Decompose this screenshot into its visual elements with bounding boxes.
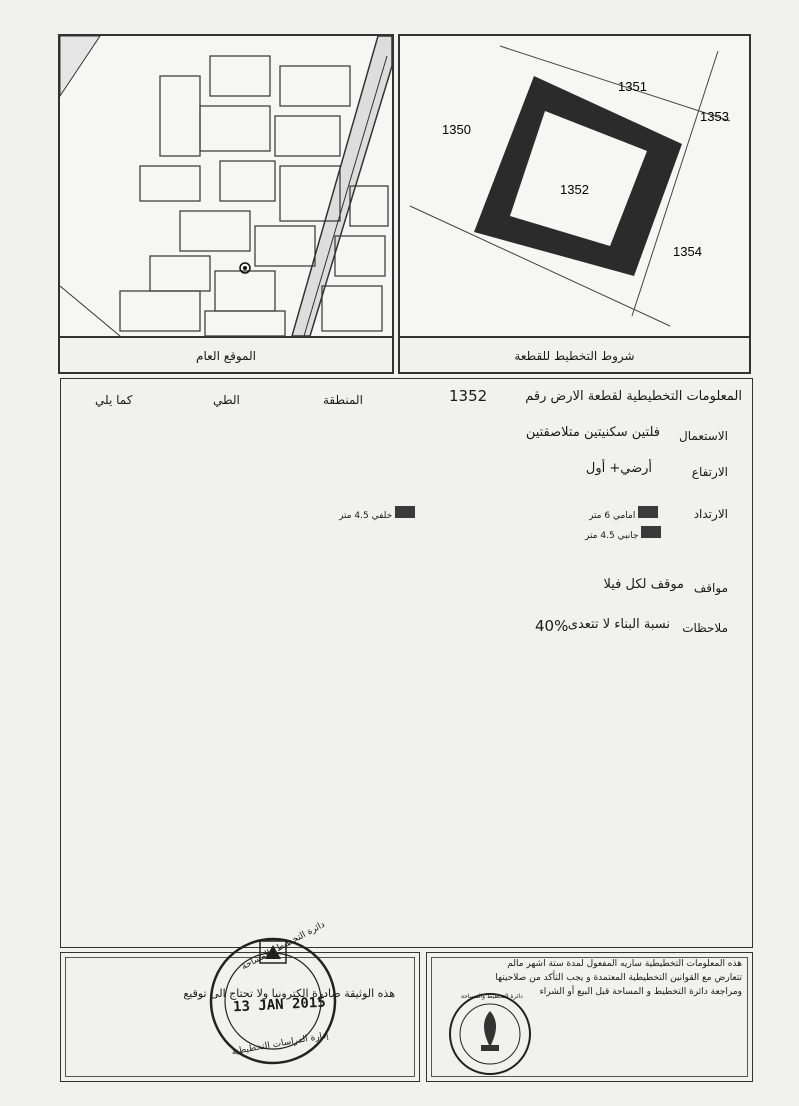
plot-number: 1352: [449, 387, 488, 405]
setback-front: امامي 6 متر: [589, 506, 658, 521]
stamp-bottom-text: إدارة الدراسات التخطيطية: [230, 1030, 330, 1058]
height-value: أرضي+ أول: [585, 461, 652, 476]
plot-plan-drawing: [400, 36, 749, 336]
stamp-top-text: دائرة التخطيط والمساحة: [240, 919, 327, 973]
notes-label: ملاحظات: [682, 621, 728, 635]
notes-value: نسبة البناء لا تتعدى: [567, 617, 670, 632]
notes-percent: 40%: [535, 617, 569, 635]
electronic-note: هذه الوثيقة صادرة الكترونيا ولا تحتاج الى توقيع: [183, 987, 395, 1000]
side-swatch: [641, 526, 661, 538]
setback-side: جانبي 4.5 متر: [585, 526, 661, 541]
parking-value: موقف لكل فيلا: [603, 577, 684, 592]
validity-line-3: ومراجعة دائرة التخطيط و المساحة قبل البيع أو الشراء: [539, 987, 742, 997]
electronic-note-box: [60, 919, 420, 1082]
validity-line-1: هذه المعلومات التخطيطية ساريه المفعول لمدة ستة اشهر مالم: [507, 959, 742, 969]
rear-swatch: [395, 506, 415, 518]
plot-label-1353: 1353: [700, 109, 729, 124]
height-label: الارتفاع: [691, 465, 728, 479]
plot-label-1351: 1351: [618, 79, 647, 94]
setback-rear: خلفي 4.5 متر: [339, 506, 415, 521]
plot-plan-panel: [398, 34, 751, 374]
area-value: الطي: [213, 393, 240, 407]
parking-label: مواقف: [693, 581, 728, 595]
validity-line-2: تتعارض مع القوانين التخطيطية المعتمدة و يجب التأكد من صلاحيتها: [495, 973, 742, 983]
use-value: فلتين سكنيتين متلاصقتين: [525, 425, 660, 440]
seal-text: دائرة التخطيط والمساحة: [461, 993, 523, 1000]
plot-label-1350: 1350: [442, 122, 471, 137]
front-swatch: [638, 506, 658, 518]
location-map-panel: [58, 34, 394, 374]
use-label: الاستعمال: [679, 429, 728, 443]
info-title: المعلومات التخطيطية لقطعة الارض رقم: [525, 389, 742, 404]
area-label: المنطقة: [323, 393, 363, 407]
stamp-date: 13 JAN 2015: [232, 994, 327, 1016]
validity-note-box: [426, 952, 753, 1082]
setback-label: الارتداد: [693, 507, 728, 521]
planning-info-panel: [60, 378, 753, 948]
plot-label-1354: 1354: [673, 244, 702, 259]
official-seal: [445, 989, 535, 1079]
as-follows: كما يلي: [95, 393, 133, 407]
plan-caption: شروط التخطيط للقطعة: [514, 349, 635, 363]
plot-label-1352: 1352: [560, 182, 589, 197]
location-map: [60, 36, 392, 336]
location-caption: الموقع العام: [196, 349, 256, 363]
